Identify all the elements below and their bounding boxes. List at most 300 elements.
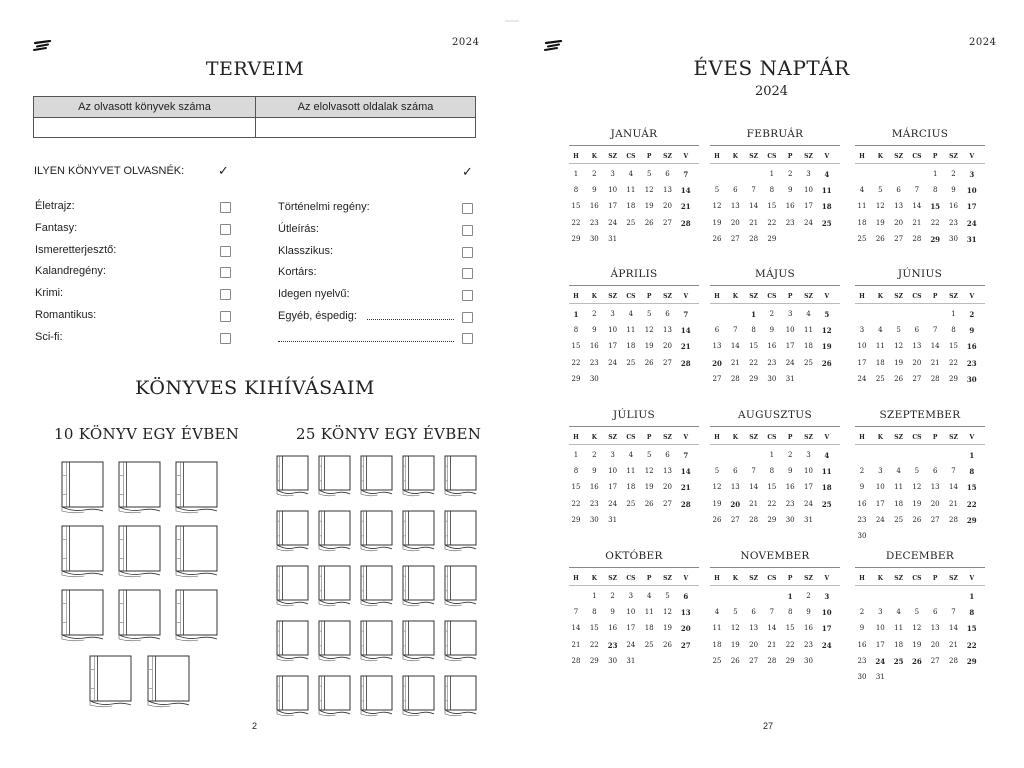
calendar-day[interactable]: 20	[663, 342, 672, 351]
calendar-day[interactable]: 2	[859, 608, 865, 617]
calendar-day[interactable]: 27	[680, 640, 691, 650]
calendar-day[interactable]: 7	[683, 451, 689, 460]
calendar-day[interactable]: 2	[806, 592, 811, 600]
calendar-day[interactable]: 25	[875, 374, 885, 383]
calendar-day[interactable]: 21	[730, 358, 740, 367]
calendar-day[interactable]: 9	[610, 608, 615, 617]
calendar-day[interactable]: 28	[767, 656, 777, 665]
calendar-day[interactable]: 28	[680, 218, 691, 228]
calendar-day[interactable]: 4	[714, 608, 720, 617]
calendar-day[interactable]: 15	[949, 342, 958, 351]
calendar-day[interactable]: 27	[930, 656, 940, 665]
calendar-day[interactable]: 5	[733, 608, 738, 617]
calendar-day[interactable]: 26	[912, 515, 922, 524]
calendar-day[interactable]: 1	[592, 592, 597, 600]
calendar-day[interactable]: 13	[663, 467, 672, 476]
calendar-day[interactable]: 5	[665, 592, 670, 600]
calendar-day[interactable]: 26	[730, 656, 740, 665]
calendar-day[interactable]: 27	[730, 234, 740, 243]
calendar-day[interactable]: 27	[749, 656, 759, 665]
calendar-day[interactable]: 9	[592, 186, 597, 195]
calendar-day[interactable]: 21	[749, 218, 759, 227]
calendar-day[interactable]: 30	[785, 515, 795, 524]
calendar-day[interactable]: 2	[787, 170, 793, 178]
calendar-day[interactable]: 22	[749, 358, 759, 367]
book-icon[interactable]	[276, 455, 310, 498]
calendar-day[interactable]: 3	[806, 451, 811, 459]
calendar-day[interactable]: 1	[951, 310, 956, 318]
calendar-day[interactable]: 3	[787, 310, 793, 318]
calendar-day[interactable]: 29	[949, 374, 958, 383]
calendar-day[interactable]: 9	[969, 326, 975, 336]
book-icon[interactable]	[402, 675, 436, 718]
calendar-day[interactable]: 7	[573, 608, 579, 617]
genre-checkbox[interactable]	[462, 312, 473, 323]
calendar-day[interactable]: 5	[914, 608, 920, 617]
calendar-day[interactable]: 19	[875, 218, 885, 227]
book-icon[interactable]	[118, 589, 162, 643]
calendar-day[interactable]: 15	[966, 483, 977, 493]
calendar-day[interactable]: 25	[644, 640, 654, 649]
calendar-day[interactable]: 26	[644, 218, 654, 227]
calendar-day[interactable]: 11	[626, 186, 636, 195]
calendar-day[interactable]: 4	[878, 326, 883, 335]
book-icon[interactable]	[118, 525, 162, 579]
calendar-day[interactable]: 15	[571, 202, 581, 211]
calendar-day[interactable]: 4	[628, 310, 634, 318]
calendar-day[interactable]: 4	[859, 186, 865, 195]
calendar-day[interactable]: 16	[857, 640, 867, 649]
calendar-day[interactable]: 25	[893, 656, 904, 666]
calendar-day[interactable]: 28	[949, 656, 958, 665]
calendar-day[interactable]: 25	[857, 234, 867, 243]
genre-checkbox[interactable]	[220, 311, 231, 322]
calendar-day[interactable]: 22	[767, 499, 777, 508]
calendar-day[interactable]: 1	[769, 451, 775, 459]
calendar-day[interactable]: 1	[787, 592, 793, 601]
calendar-day[interactable]: 1	[969, 451, 975, 460]
calendar-day[interactable]: 5	[824, 310, 830, 319]
calendar-day[interactable]: 19	[912, 499, 922, 508]
book-icon[interactable]	[61, 461, 105, 515]
calendar-day[interactable]: 13	[730, 202, 740, 211]
calendar-day[interactable]: 24	[966, 218, 977, 228]
calendar-day[interactable]: 8	[573, 467, 579, 476]
genre-checkbox[interactable]	[220, 246, 231, 257]
calendar-day[interactable]: 16	[589, 483, 599, 492]
calendar-day[interactable]: 6	[683, 592, 689, 601]
calendar-day[interactable]: 16	[608, 624, 618, 633]
book-icon[interactable]	[118, 461, 162, 515]
calendar-day[interactable]: 7	[733, 326, 738, 335]
calendar-day[interactable]: 8	[951, 326, 956, 335]
calendar-day[interactable]: 2	[951, 170, 956, 178]
calendar-day[interactable]: 30	[857, 532, 867, 540]
calendar-day[interactable]: 16	[589, 202, 599, 211]
calendar-day[interactable]: 17	[966, 202, 977, 212]
calendar-day[interactable]: 25	[804, 358, 813, 367]
calendar-day[interactable]: 19	[712, 499, 722, 508]
calendar-day[interactable]: 28	[912, 234, 922, 243]
calendar-day[interactable]: 24	[875, 515, 885, 524]
book-icon[interactable]	[444, 620, 478, 663]
calendar-day[interactable]: 26	[912, 656, 922, 666]
calendar-day[interactable]: 26	[663, 640, 672, 649]
genre-checkbox[interactable]	[462, 333, 473, 344]
calendar-day[interactable]: 21	[912, 218, 922, 227]
book-icon[interactable]	[61, 589, 105, 643]
calendar-day[interactable]: 22	[949, 358, 958, 367]
calendar-day[interactable]: 30	[589, 515, 599, 524]
calendar-day[interactable]: 21	[767, 640, 777, 649]
calendar-day[interactable]: 16	[767, 342, 777, 351]
calendar-day[interactable]: 29	[966, 515, 977, 525]
calendar-day[interactable]: 28	[749, 234, 759, 243]
calendar-day[interactable]: 24	[608, 218, 618, 227]
calendar-day[interactable]: 4	[896, 467, 901, 476]
genre-checkbox[interactable]	[220, 267, 231, 278]
calendar-day[interactable]: 8	[787, 608, 793, 617]
calendar-day[interactable]: 17	[875, 640, 885, 649]
book-icon[interactable]	[444, 455, 478, 498]
calendar-day[interactable]: 7	[951, 608, 956, 617]
calendar-day[interactable]: 16	[949, 202, 958, 211]
calendar-day[interactable]: 15	[785, 624, 795, 633]
calendar-day[interactable]: 10	[785, 326, 795, 335]
calendar-day[interactable]: 15	[930, 202, 941, 212]
calendar-day[interactable]: 27	[912, 374, 922, 383]
calendar-day[interactable]: 4	[646, 592, 652, 600]
calendar-day[interactable]: 12	[712, 202, 722, 211]
book-icon[interactable]	[318, 565, 352, 608]
calendar-day[interactable]: 3	[969, 170, 975, 179]
book-icon[interactable]	[276, 565, 310, 608]
calendar-day[interactable]: 28	[680, 499, 691, 509]
calendar-day[interactable]: 20	[712, 358, 722, 368]
calendar-day[interactable]: 21	[749, 499, 759, 508]
calendar-day[interactable]: 24	[626, 640, 636, 649]
calendar-day[interactable]: 14	[749, 202, 759, 211]
calendar-day[interactable]: 4	[628, 451, 634, 459]
calendar-day[interactable]: 10	[966, 186, 977, 196]
calendar-day[interactable]: 25	[821, 499, 832, 509]
calendar-day[interactable]: 26	[821, 358, 832, 368]
calendar-day[interactable]: 31	[608, 234, 618, 243]
calendar-day[interactable]: 22	[767, 218, 777, 227]
calendar-day[interactable]: 4	[806, 310, 811, 318]
calendar-day[interactable]: 10	[626, 608, 636, 617]
calendar-day[interactable]: 15	[767, 483, 777, 492]
calendar-day[interactable]: 9	[787, 467, 793, 476]
calendar-day[interactable]: 1	[769, 170, 775, 178]
calendar-day[interactable]: 6	[665, 451, 670, 459]
book-icon[interactable]	[360, 675, 394, 718]
book-icon[interactable]	[276, 620, 310, 663]
book-icon[interactable]	[175, 461, 219, 515]
calendar-day[interactable]: 5	[714, 467, 720, 476]
calendar-day[interactable]: 2	[787, 451, 793, 459]
calendar-day[interactable]: 6	[714, 326, 720, 335]
calendar-day[interactable]: 30	[949, 234, 958, 243]
calendar-day[interactable]: 2	[610, 592, 615, 600]
calendar-day[interactable]: 3	[859, 326, 865, 335]
calendar-day[interactable]: 30	[857, 673, 867, 681]
calendar-day[interactable]: 19	[912, 640, 922, 649]
calendar-day[interactable]: 19	[712, 218, 722, 227]
calendar-day[interactable]: 13	[749, 624, 759, 633]
calendar-day[interactable]: 30	[589, 234, 599, 243]
calendar-day[interactable]: 10	[875, 624, 885, 633]
calendar-day[interactable]: 14	[571, 624, 581, 633]
calendar-day[interactable]: 12	[644, 467, 654, 476]
calendar-day[interactable]: 28	[949, 515, 958, 524]
calendar-day[interactable]: 9	[859, 483, 865, 492]
calendar-day[interactable]: 30	[966, 374, 977, 384]
calendar-day[interactable]: 9	[592, 326, 597, 335]
calendar-day[interactable]: 6	[665, 170, 670, 178]
calendar-day[interactable]: 15	[571, 483, 581, 492]
calendar-day[interactable]: 14	[949, 483, 958, 492]
calendar-day[interactable]: 6	[932, 467, 938, 476]
calendar-day[interactable]: 2	[969, 310, 975, 319]
calendar-day[interactable]: 5	[896, 326, 901, 335]
calendar-day[interactable]: 10	[608, 326, 618, 335]
calendar-day[interactable]: 12	[644, 186, 654, 195]
calendar-day[interactable]: 20	[749, 640, 759, 649]
calendar-day[interactable]: 26	[644, 358, 654, 367]
calendar-day[interactable]: 8	[751, 326, 756, 335]
calendar-day[interactable]: 19	[644, 483, 654, 492]
book-icon[interactable]	[444, 565, 478, 608]
calendar-day[interactable]: 11	[712, 624, 722, 633]
calendar-day[interactable]: 18	[626, 202, 636, 211]
calendar-day[interactable]: 31	[785, 374, 795, 383]
calendar-day[interactable]: 11	[804, 326, 813, 335]
calendar-day[interactable]: 16	[785, 483, 795, 492]
calendar-day[interactable]: 18	[644, 624, 654, 633]
calendar-day[interactable]: 22	[589, 640, 599, 649]
calendar-day[interactable]: 16	[857, 499, 867, 508]
calendar-day[interactable]: 13	[912, 342, 922, 351]
calendar-day[interactable]: 19	[644, 202, 654, 211]
calendar-day[interactable]: 6	[751, 608, 756, 617]
calendar-day[interactable]: 13	[663, 186, 672, 195]
calendar-day[interactable]: 24	[857, 374, 867, 383]
calendar-day[interactable]: 7	[751, 467, 756, 476]
calendar-day[interactable]: 26	[894, 374, 904, 383]
book-icon[interactable]	[61, 525, 105, 579]
calendar-day[interactable]: 5	[646, 451, 652, 459]
book-icon[interactable]	[360, 620, 394, 663]
calendar-day[interactable]: 23	[966, 358, 977, 368]
calendar-day[interactable]: 1	[573, 451, 579, 459]
calendar-day[interactable]: 25	[821, 218, 832, 228]
calendar-day[interactable]: 2	[859, 467, 865, 476]
calendar-day[interactable]: 21	[949, 640, 958, 649]
calendar-day[interactable]: 12	[712, 483, 722, 492]
calendar-day[interactable]: 23	[785, 499, 795, 508]
calendar-day[interactable]: 1	[751, 310, 757, 319]
calendar-day[interactable]: 15	[749, 342, 759, 351]
calendar-day[interactable]: 14	[680, 326, 691, 336]
calendar-day[interactable]: 6	[733, 186, 738, 195]
calendar-day[interactable]: 15	[589, 624, 599, 633]
calendar-day[interactable]: 14	[912, 202, 922, 211]
calendar-day[interactable]: 22	[571, 358, 581, 367]
calendar-day[interactable]: 22	[966, 640, 977, 650]
calendar-day[interactable]: 7	[683, 310, 689, 319]
genre-checkbox[interactable]	[462, 268, 473, 279]
calendar-day[interactable]: 11	[821, 467, 832, 477]
calendar-day[interactable]: 3	[628, 592, 634, 600]
calendar-day[interactable]: 14	[749, 483, 759, 492]
calendar-day[interactable]: 1	[969, 592, 975, 601]
calendar-day[interactable]: 14	[680, 467, 691, 477]
calendar-day[interactable]: 4	[628, 170, 634, 178]
genre-checkbox[interactable]	[462, 203, 473, 214]
calendar-day[interactable]: 28	[730, 374, 740, 383]
calendar-day[interactable]: 25	[626, 499, 636, 508]
genre-checkbox[interactable]	[462, 290, 473, 301]
book-icon[interactable]	[318, 620, 352, 663]
calendar-day[interactable]: 29	[571, 515, 581, 524]
calendar-day[interactable]: 13	[894, 202, 904, 211]
calendar-day[interactable]: 17	[608, 483, 618, 492]
book-icon[interactable]	[402, 620, 436, 663]
calendar-day[interactable]: 24	[608, 358, 618, 367]
calendar-day[interactable]: 13	[712, 342, 722, 351]
book-icon[interactable]	[444, 510, 478, 553]
calendar-day[interactable]: 17	[608, 342, 618, 351]
calendar-day[interactable]: 7	[769, 608, 775, 617]
calendar-day[interactable]: 30	[608, 656, 618, 665]
calendar-day[interactable]: 20	[912, 358, 922, 367]
calendar-day[interactable]: 21	[930, 358, 940, 367]
book-icon[interactable]	[360, 455, 394, 498]
calendar-day[interactable]: 24	[804, 499, 813, 508]
calendar-day[interactable]: 20	[730, 218, 740, 227]
calendar-day[interactable]: 17	[857, 358, 867, 367]
calendar-day[interactable]: 31	[875, 673, 885, 681]
calendar-day[interactable]: 7	[914, 186, 920, 195]
calendar-day[interactable]: 21	[680, 483, 691, 493]
calendar-day[interactable]: 6	[665, 310, 670, 318]
calendar-day[interactable]: 10	[608, 186, 618, 195]
calendar-day[interactable]: 13	[930, 624, 940, 633]
book-icon[interactable]	[318, 675, 352, 718]
calendar-day[interactable]: 22	[930, 218, 940, 227]
calendar-day[interactable]: 23	[857, 515, 867, 524]
calendar-day[interactable]: 12	[644, 326, 654, 335]
calendar-day[interactable]: 31	[608, 515, 618, 524]
calendar-day[interactable]: 11	[626, 326, 636, 335]
calendar-day[interactable]: 12	[894, 342, 904, 351]
calendar-day[interactable]: 13	[663, 326, 672, 335]
calendar-day[interactable]: 23	[949, 218, 958, 227]
book-icon[interactable]	[402, 565, 436, 608]
calendar-day[interactable]: 3	[824, 592, 830, 601]
calendar-day[interactable]: 19	[663, 624, 672, 633]
calendar-day[interactable]: 7	[683, 170, 689, 179]
calendar-day[interactable]: 24	[804, 218, 813, 227]
calendar-day[interactable]: 6	[914, 326, 920, 335]
calendar-day[interactable]: 28	[930, 374, 940, 383]
calendar-day[interactable]: 2	[592, 451, 597, 459]
calendar-day[interactable]: 17	[785, 342, 795, 351]
book-icon[interactable]	[360, 510, 394, 553]
calendar-day[interactable]: 10	[804, 467, 813, 476]
calendar-day[interactable]: 11	[875, 342, 885, 351]
calendar-day[interactable]: 7	[951, 467, 956, 476]
calendar-day[interactable]: 15	[767, 202, 777, 211]
calendar-day[interactable]: 19	[821, 342, 832, 352]
calendar-day[interactable]: 8	[573, 326, 579, 335]
genre-checkbox[interactable]	[220, 202, 231, 213]
calendar-day[interactable]: 8	[969, 467, 975, 477]
calendar-day[interactable]: 20	[894, 218, 904, 227]
calendar-day[interactable]: 26	[875, 234, 885, 243]
calendar-day[interactable]: 18	[626, 342, 636, 351]
calendar-day[interactable]: 28	[680, 358, 691, 368]
calendar-day[interactable]: 18	[821, 483, 832, 493]
calendar-day[interactable]: 30	[589, 374, 599, 383]
genre-checkbox[interactable]	[220, 224, 231, 235]
book-icon[interactable]	[360, 565, 394, 608]
calendar-day[interactable]: 2	[592, 170, 597, 178]
book-icon[interactable]	[276, 510, 310, 553]
calendar-day[interactable]: 27	[663, 499, 672, 508]
calendar-day[interactable]: 11	[857, 202, 867, 211]
calendar-day[interactable]: 11	[644, 608, 654, 617]
calendar-day[interactable]: 16	[785, 202, 795, 211]
calendar-day[interactable]: 20	[730, 499, 741, 509]
calendar-day[interactable]: 31	[626, 656, 636, 665]
book-icon[interactable]	[402, 455, 436, 498]
calendar-day[interactable]: 23	[589, 499, 599, 508]
calendar-day[interactable]: 5	[878, 186, 883, 195]
calendar-day[interactable]: 18	[626, 483, 636, 492]
calendar-day[interactable]: 1	[932, 170, 938, 178]
book-icon[interactable]	[89, 655, 133, 709]
calendar-day[interactable]: 23	[589, 358, 599, 367]
calendar-day[interactable]: 18	[804, 342, 813, 351]
calendar-day[interactable]: 29	[589, 656, 599, 665]
calendar-day[interactable]: 14	[930, 342, 940, 351]
calendar-day[interactable]: 31	[804, 515, 813, 524]
calendar-day[interactable]: 23	[785, 218, 795, 227]
calendar-day[interactable]: 22	[966, 499, 977, 509]
calendar-day[interactable]: 8	[769, 186, 775, 195]
calendar-day[interactable]: 18	[712, 640, 722, 649]
calendar-day[interactable]: 11	[821, 186, 832, 196]
calendar-day[interactable]: 3	[610, 310, 615, 318]
calendar-day[interactable]: 15	[966, 624, 977, 634]
calendar-day[interactable]: 12	[730, 624, 740, 633]
calendar-day[interactable]: 26	[644, 499, 654, 508]
calendar-day[interactable]: 23	[767, 358, 777, 367]
calendar-day[interactable]: 13	[730, 483, 740, 492]
calendar-day[interactable]: 17	[821, 624, 832, 634]
book-icon[interactable]	[175, 589, 219, 643]
calendar-day[interactable]: 3	[806, 170, 811, 178]
calendar-day[interactable]: 4	[896, 608, 901, 617]
calendar-day[interactable]: 6	[896, 186, 901, 195]
calendar-day[interactable]: 25	[894, 515, 904, 524]
calendar-day[interactable]: 14	[767, 624, 777, 633]
calendar-day[interactable]: 29	[571, 234, 581, 243]
calendar-day[interactable]: 16	[804, 624, 813, 633]
book-icon[interactable]	[175, 525, 219, 579]
